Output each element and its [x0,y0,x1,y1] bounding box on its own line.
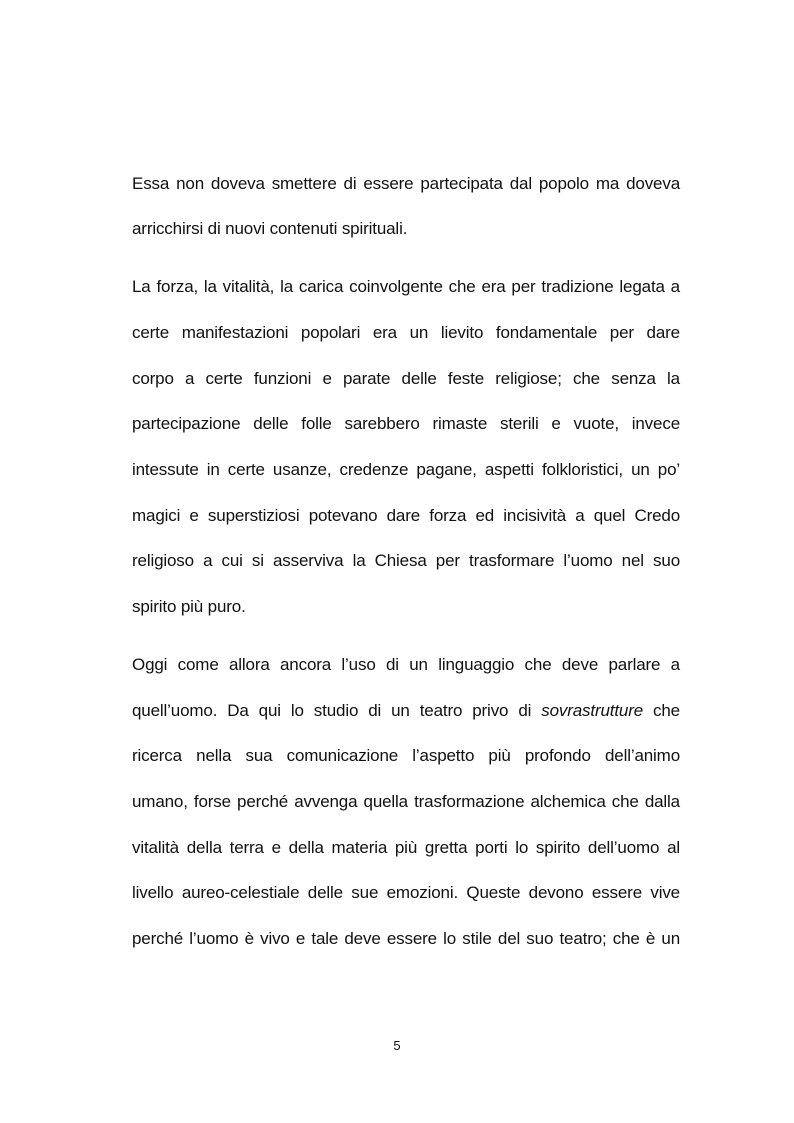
text-line: livello aureo-celestiale delle sue emozioni. Queste devono essere vive [132,883,680,902]
text-line: perché l’uomo è vivo e tale deve essere lo stile del suo teatro; che è un [132,929,680,948]
text-line: umano, forse perché avvenga quella trasformazione alchemica che dalla [132,792,680,811]
text-segment: che [643,701,680,720]
text-line: La forza, la vitalità, la carica coinvolgente che era per tradizione legata a [132,277,680,296]
page-number: 5 [393,1038,401,1053]
text-line: certe manifestazioni popolari era un lievito fondamentale per dare [132,323,680,342]
text-line: vitalità della terra e della materia più gretta porti lo spirito dell’uomo al [132,838,680,857]
text-segment: quell’uomo. Da qui lo studio di un teatro privo di [132,701,542,720]
text-line: magici e superstiziosi potevano dare forza ed incisività a quel Credo [132,506,680,525]
text-line: arricchirsi di nuovi contenuti spirituali. [132,219,408,238]
text-line: ricerca nella sua comunicazione l’aspetto più profondo dell’animo [132,746,680,765]
text-line [132,701,680,721]
text-line: intessute in certe usanze, credenze pagane, aspetti folkloristici, un po’ [132,460,680,479]
italic-term: sovrastrutture [541,701,644,720]
text-line: Essa non doveva smettere di essere partecipata dal popolo ma doveva [132,174,680,193]
text-line: religioso a cui si asserviva la Chiesa per trasformare l’uomo nel suo [132,551,680,570]
text-line: partecipazione delle folle sarebbero rimaste sterili e vuote, invece [132,414,680,433]
text-line: spirito più puro. [132,597,246,616]
text-line: corpo a certe funzioni e parate delle feste religiose; che senza la [132,369,680,388]
text-line: Oggi come allora ancora l’uso di un linguaggio che deve parlare a [132,655,680,674]
